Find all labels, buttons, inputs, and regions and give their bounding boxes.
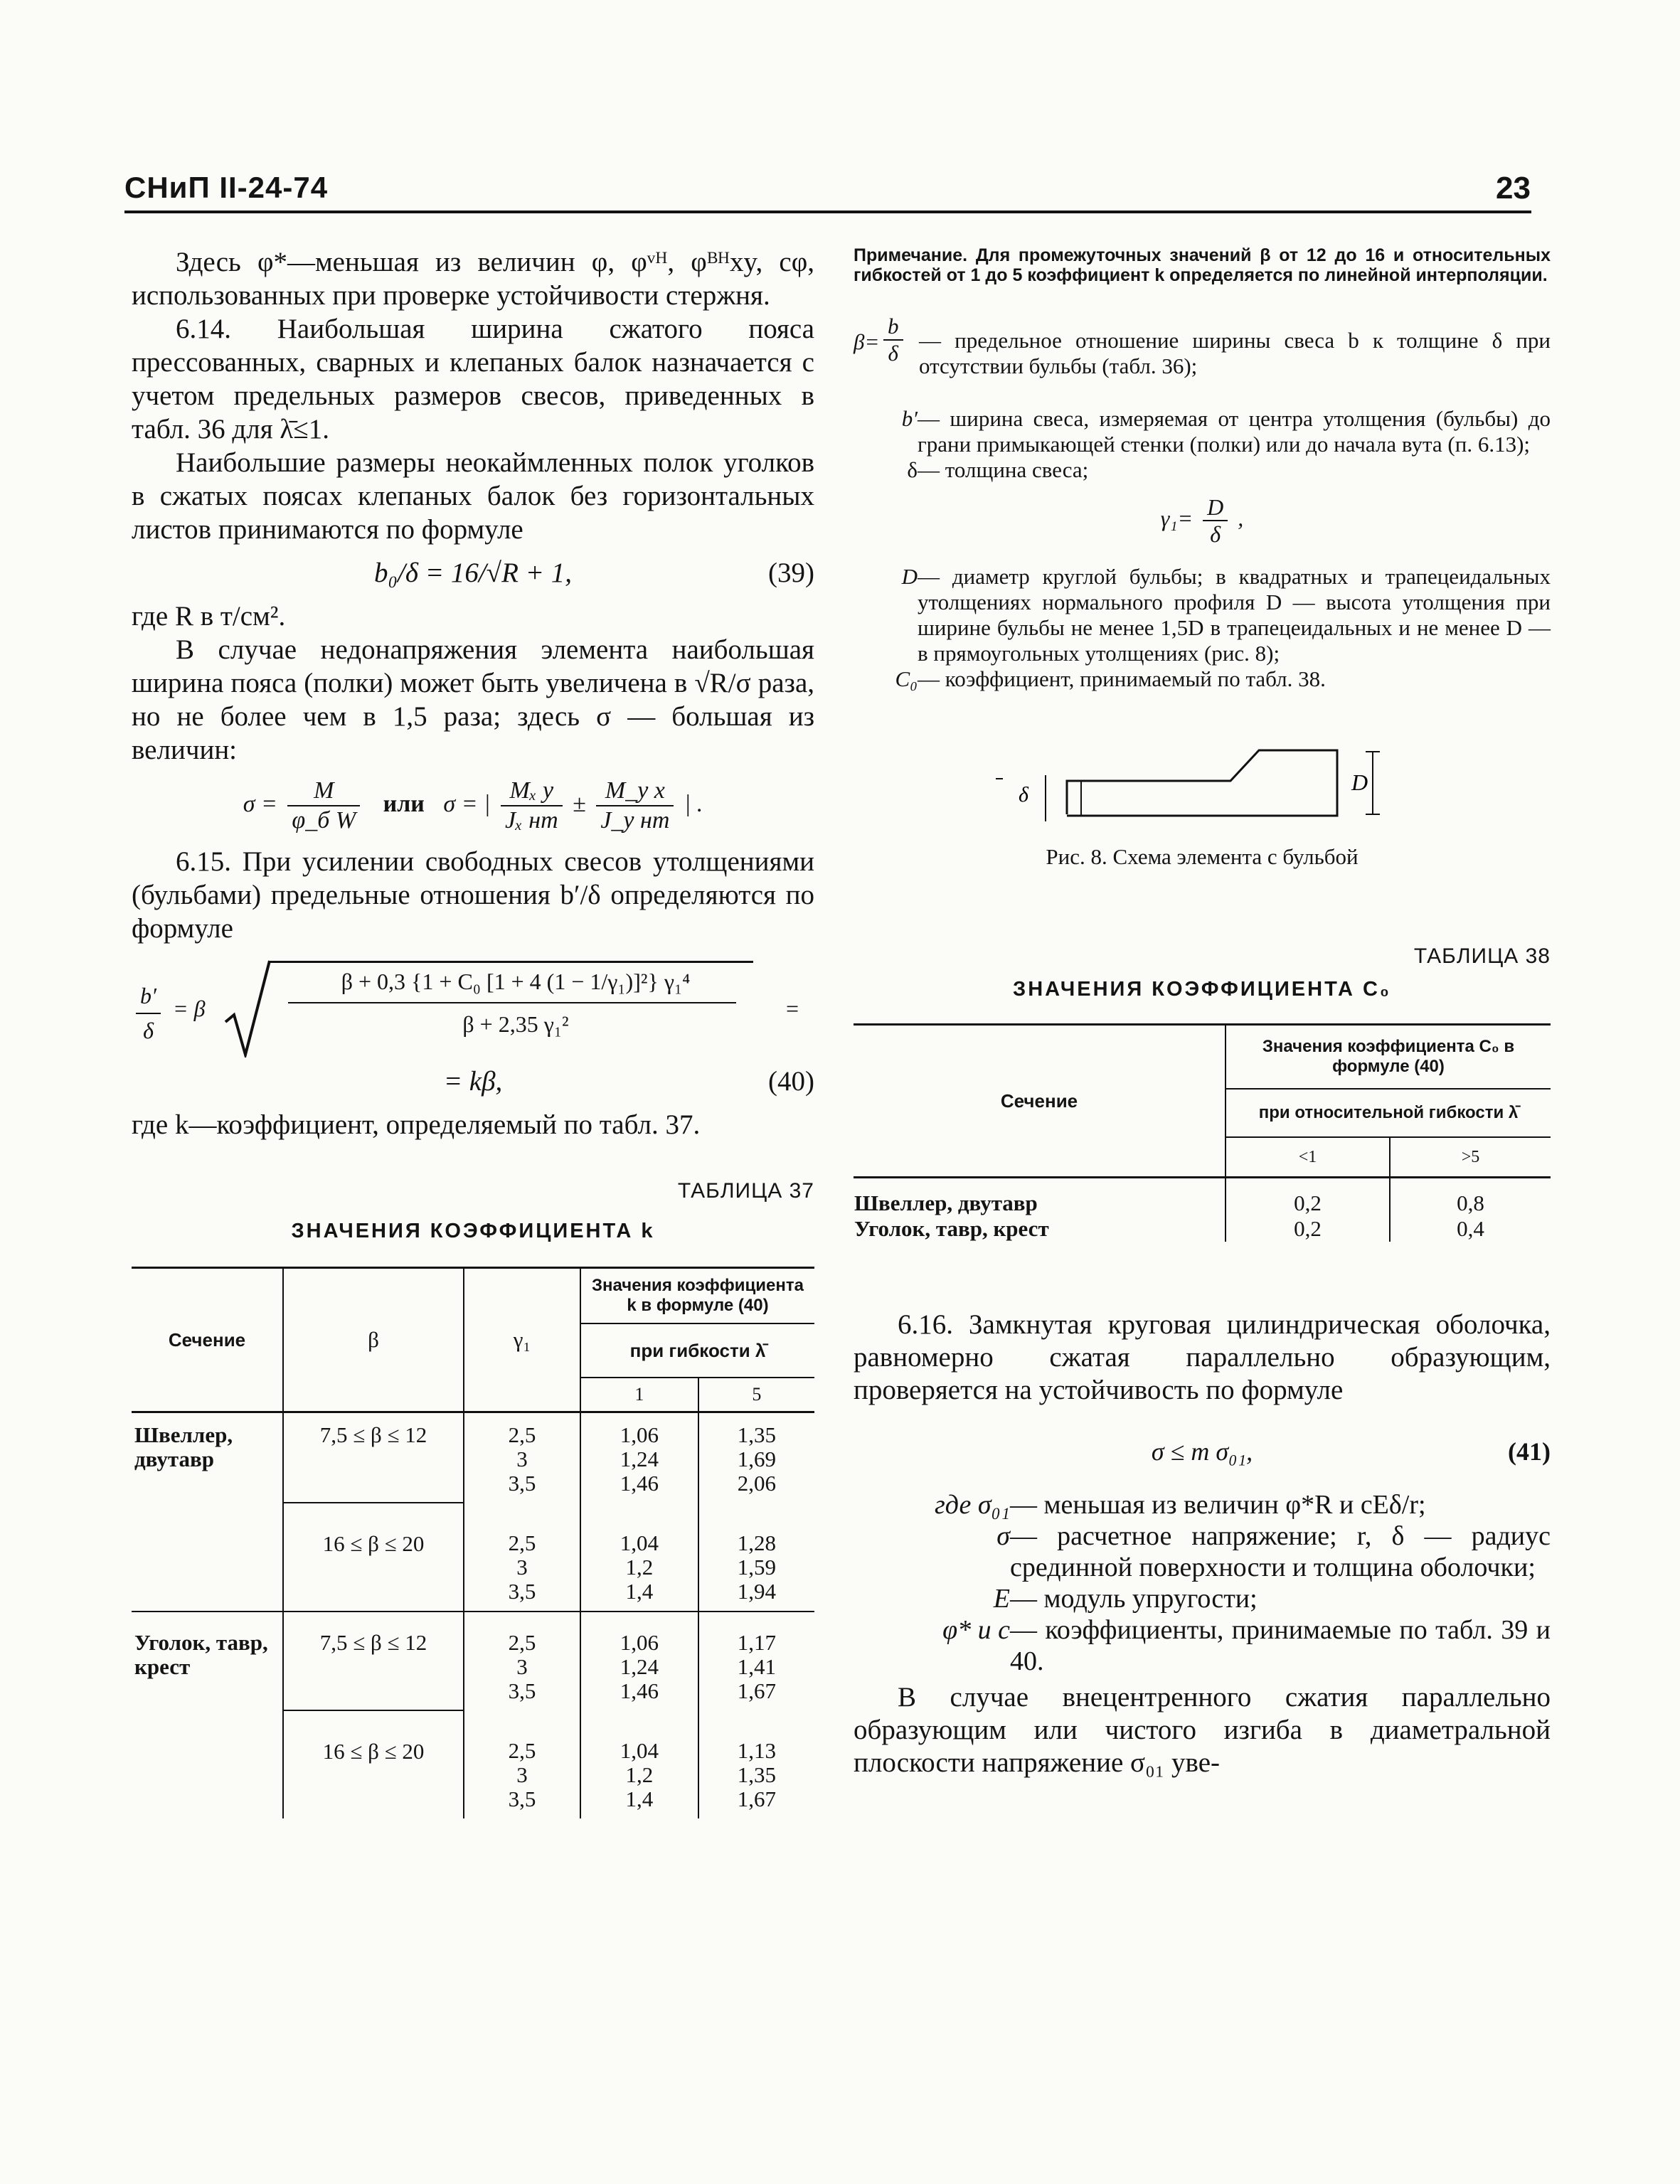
table-38-head-gt5: >5: [1390, 1137, 1551, 1178]
cell-section: [132, 1503, 283, 1612]
definitions-41: [854, 1489, 1551, 1677]
table-37-head-k: Значения коэффициента k в формуле (40): [580, 1268, 814, 1324]
header-rule: [124, 211, 1531, 213]
definition-term: σ: [996, 1521, 1010, 1551]
left-column: [132, 245, 814, 1818]
table-37-caption: ТАБЛИЦА 37: [677, 1179, 814, 1203]
formula-39: [132, 556, 814, 590]
cell-section: [132, 1710, 283, 1818]
cell-gamma: 2,5 3 3,5: [464, 1503, 580, 1612]
definition-text: — меньшая из величин φ*R и cEδ/r;: [1010, 1490, 1426, 1520]
page-number: 23: [1496, 171, 1531, 206]
definition-term: E: [993, 1584, 1010, 1614]
fraction-b-delta: $\frac{b}{\delta}$: [883, 314, 903, 366]
definition-text: — расчетное напряжение; r, δ — радиус срединной поверхности и толщина оболочки;: [1010, 1521, 1551, 1582]
table-38-body: [854, 1178, 1551, 1242]
clause-6-14: [132, 312, 814, 446]
cell-k1: 1,04 1,2 1,4: [580, 1503, 698, 1612]
table-row: [132, 1503, 814, 1612]
figure-label-D: D: [1351, 769, 1368, 795]
cell-beta: 7,5 ≤ β ≤ 12: [283, 1412, 464, 1503]
paragraph-k: где k—коэффициент, определяемый по табл. 37.: [132, 1109, 701, 1140]
table-row: [854, 1178, 1551, 1217]
cell-k5: 1,35 1,69 2,06: [698, 1412, 814, 1503]
or-word: или: [383, 790, 425, 817]
paragraph-angles: Наибольшие размеры неокаймленных полок уголков в сжатых поясах клепаных балок без горизонтальных листов принимаются по формуле: [132, 447, 814, 545]
formula-39-number: (39): [768, 558, 814, 588]
formula-gamma: γ₁= $\frac{D}{\delta}$ ,: [1160, 494, 1244, 547]
figure-8-caption: Рис. 8. Схема элемента с бульбой: [1046, 844, 1359, 869]
table-row: [854, 1216, 1551, 1242]
definition-item: [854, 1489, 1551, 1520]
definition-text: — модуль упругости;: [1010, 1584, 1258, 1614]
definitions-D: [854, 564, 1551, 692]
def-D: D — диаметр круглой бульбы; в квадратных и трапецеидальных утолщениях нормального профиля D — высота утолщения при ширине бульбы не менее 1,5D в трапецеидальных и не менее D — в прямоугольных утолщениях (рис. 8);: [901, 564, 1551, 666]
fraction-my: $\frac{\text{M\_y x}}{\text{J\_y нт}}$: [596, 777, 674, 835]
definition-item: [854, 1614, 1551, 1677]
clause-text: Замкнутая круговая цилиндрическая оболочка, равномерно сжатая параллельно образующим, проверяется на устойчивость по формуле: [854, 1309, 1551, 1405]
table-37-head-1: 1: [580, 1378, 698, 1412]
clause-text: Наибольшая ширина сжатого пояса прессованных, сварных и клепаных балок назначается с учетом предельных размеров свесов, приведенных в табл. 36 для λ̄≤1.: [132, 314, 814, 444]
note-interpolation: Примечание. Для промежуточных значений β от 12 до 16 и относительных гибкостей от 1 до 5 коэффициент k определяется по линейной интерполяции.: [854, 245, 1551, 285]
def-delta: δ — толщина свеса;: [907, 457, 1089, 482]
formula-41-number: (41): [1508, 1437, 1551, 1466]
cell-section: Уголок, тавр, крест: [854, 1216, 1049, 1241]
cell-b: 0,4: [1390, 1216, 1551, 1242]
clause-number: 6.14.: [176, 314, 231, 344]
cell-k5: 1,17 1,41 1,67: [698, 1612, 814, 1710]
table-38-head-flex: при относительной гибкости λ̄: [1226, 1089, 1551, 1137]
table-37: [132, 1267, 814, 1818]
table-37-head-section: Сечение: [132, 1268, 283, 1412]
figure-label-delta: δ: [1019, 783, 1028, 806]
table-38-head-c: Значения коэффициента C₀ в формуле (40): [1226, 1025, 1551, 1090]
definition-term: где σ₀₁: [934, 1490, 1010, 1520]
document-code: СНиП II-24-74: [124, 171, 329, 204]
cell-section: Швеллер, двутавр: [854, 1190, 1038, 1215]
table-row: [132, 1612, 814, 1710]
table-row: [132, 1412, 814, 1503]
paragraph-R-units: где R в т/см².: [132, 601, 286, 632]
table-37-title: ЗНАЧЕНИЯ КОЭФФИЦИЕНТА k: [291, 1220, 655, 1242]
clause-text: При усилении свободных свесов утолщениями (бульбами) предельные отношения b′/δ определяются по формуле: [132, 846, 814, 944]
formula-41-expression: σ ≤ m σ₀₁,: [1151, 1437, 1253, 1466]
cell-gamma: 2,5 3 3,5: [464, 1612, 580, 1710]
cell-beta: 16 ≤ β ≤ 20: [283, 1503, 464, 1612]
table-38: [854, 1023, 1551, 1242]
clause-number: 6.15.: [176, 846, 231, 877]
formula-40: $\frac{b'}{\delta}$ = β β + 0,3 {1 + C₀ [1 + 4 (1 − 1/γ₁)]²} γ₁⁴ β + 2,35 γ₁² =: [132, 958, 814, 1065]
table-38-head-lt1: <1: [1226, 1137, 1390, 1178]
paragraph-eccentric: В случае внецентренного сжатия параллельно образующим или чистого изгиба в диаметральной плоскости напряжение σ₀₁ уве-: [854, 1682, 1551, 1778]
clause-6-16-block: [854, 1309, 1551, 1779]
table-37-head-5: 5: [698, 1378, 814, 1412]
formula-41: [854, 1435, 1551, 1468]
cell-k1: 1,06 1,24 1,46: [580, 1412, 698, 1503]
formula-40-number: (40): [768, 1066, 814, 1097]
table-row: [132, 1710, 814, 1818]
cell-gamma: 2,5 3 3,5: [464, 1412, 580, 1503]
definition-term: φ* и c: [942, 1615, 1010, 1645]
cell-a: 0,2: [1226, 1216, 1390, 1242]
fraction-m-phiW: $\frac{M}{\text{φ\_б W}}$: [287, 777, 360, 835]
def-beta: β= $\frac{b}{\delta}$ — предельное отношение ширины свеса b к толщине δ при отсутствии бульбы (табл. 36);: [854, 314, 1551, 378]
right-column: [854, 245, 1551, 1779]
cell-section: Уголок, тавр, крест: [132, 1612, 283, 1710]
table-37-body: [132, 1412, 814, 1819]
clause-number: 6.16.: [898, 1309, 953, 1340]
cell-k5: 1,13 1,35 1,67: [698, 1710, 814, 1818]
paragraph-phi: Здесь φ*—меньшая из величин φ, φᵛᴴ, φᴮᴴxy, cφ, использованных при проверке устойчивости стержня.: [132, 247, 814, 311]
definition-text: — коэффициенты, принимаемые по табл. 39 и 40.: [1010, 1615, 1551, 1676]
cell-k5: 1,28 1,59 1,94: [698, 1503, 814, 1612]
cell-k1: 1,04 1,2 1,4: [580, 1710, 698, 1818]
sqrt-sign-icon: [223, 958, 272, 1058]
def-C0: C₀ — коэффициент, принимаемый по табл. 38.: [895, 666, 1326, 691]
paragraph-underloading: В случае недонапряжения элемента наибольшая ширина пояса (полки) может быть увеличена в √R/σ раза, но не более чем в 1,5 раза; здесь σ — большая из величин:: [132, 634, 814, 765]
cell-section: Швеллер, двутавр: [134, 1422, 233, 1471]
fraction-D-delta: $\frac{D}{\delta}$: [1203, 494, 1228, 547]
table-37-head-beta: β: [283, 1268, 464, 1412]
definitions-40: [854, 406, 1551, 483]
definition-item: [854, 1583, 1551, 1614]
formula-40-denominator: β + 2,35 γ₁²: [462, 1011, 569, 1037]
cell-gamma: 2,5 3 3,5: [464, 1710, 580, 1818]
formula-40-tail: = kβ, (40): [443, 1066, 814, 1097]
fraction-mx: $\frac{\text{Mₓ y}}{\text{Jₓ нт}}$: [501, 777, 563, 835]
fraction-b-prime: $\frac{b'}{\delta}$: [136, 979, 161, 1048]
table-37-head-gamma: γ₁: [464, 1268, 580, 1412]
definition-item: [854, 1520, 1551, 1583]
formula-40-numerator: β + 0,3 {1 + C₀ [1 + 4 (1 − 1/γ₁)]²} γ₁⁴: [341, 969, 691, 994]
table-38-head-section: Сечение: [854, 1025, 1226, 1178]
formula-39-expression: b₀/δ = 16/√R + 1,: [374, 558, 572, 588]
cell-beta: 16 ≤ β ≤ 20: [283, 1710, 464, 1818]
clause-6-15: [132, 845, 814, 945]
cell-k1: 1,06 1,24 1,46: [580, 1612, 698, 1710]
cell-b: 0,8: [1390, 1178, 1551, 1217]
cell-a: 0,2: [1226, 1178, 1390, 1217]
table-38-title: ЗНАЧЕНИЯ КОЭФФИЦИЕНТА C₀: [1013, 978, 1391, 1001]
table-37-head-flex: при гибкости λ̄: [580, 1323, 814, 1378]
def-b-prime: b′ — ширина свеса, измеряемая от центра утолщения (бульбы) до грани примыкающей стенки (полки) или до начала вута (п. 6.13);: [901, 406, 1551, 457]
table-38-caption: ТАБЛИЦА 38: [1413, 944, 1551, 968]
bulb-element-figure: [854, 736, 1551, 829]
formula-sigma: σ = $\frac{M}{\text{φ\_б W}}$ или σ = | $\frac{\text{Mₓ y}}{\text{Jₓ нт}}$ ± $\frac{\text{M\_y x}}{\text{J\_y нт}}$ | .: [243, 777, 703, 833]
cell-beta: 7,5 ≤ β ≤ 12: [283, 1612, 464, 1710]
clause-6-16: [854, 1309, 1551, 1407]
